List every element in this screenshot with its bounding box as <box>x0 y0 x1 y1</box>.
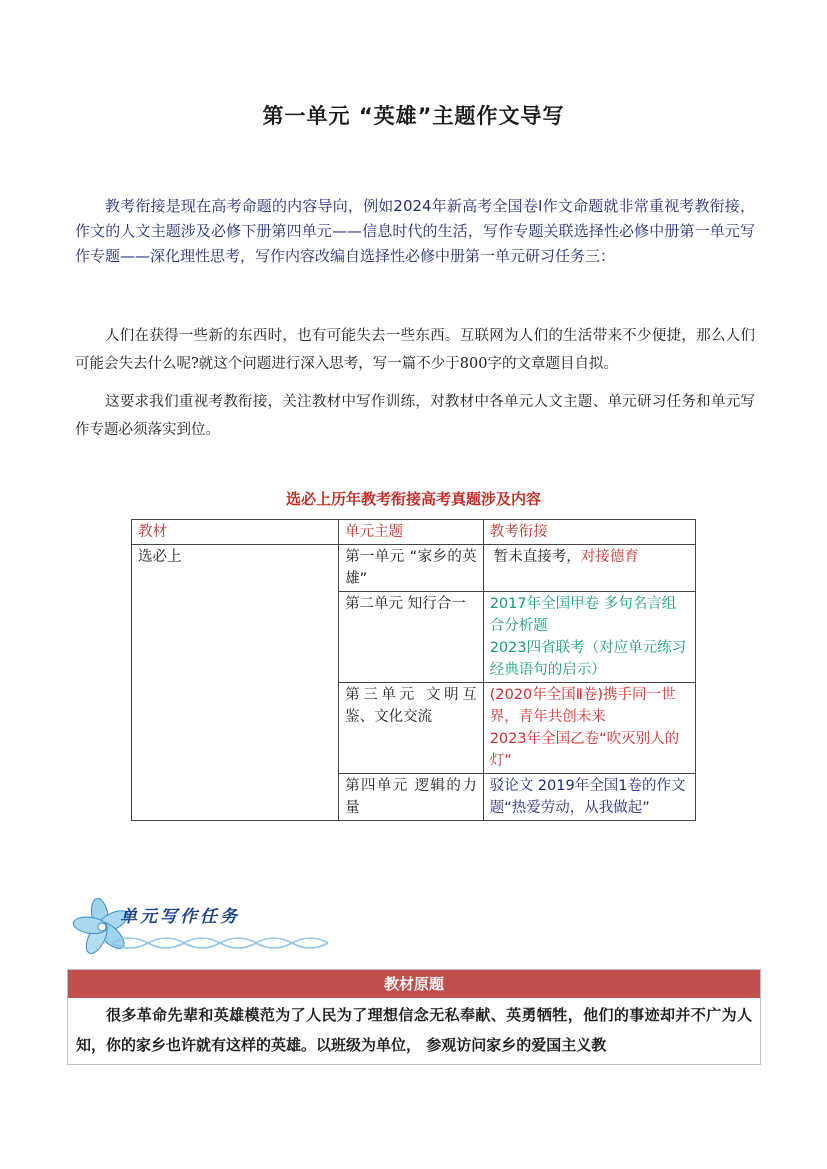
header-exam-link: 教考衔接 <box>483 520 695 545</box>
link-text-b: 2023四省联考（对应单元练习经典语句的启示） <box>489 640 687 678</box>
page-title: 第一单元 “英雄”主题作文导写 <box>262 104 565 128</box>
requirement-paragraph: 这要求我们重视考教衔接，关注教材中写作训练，对教材中各单元人文主题、单元研习任务和单元写作专题必须落实到位。 <box>75 394 755 438</box>
task-box <box>67 969 761 1065</box>
link-text-b: 对接德育 <box>580 549 639 565</box>
table-row <box>132 545 696 592</box>
header-textbook: 教材 <box>132 520 339 545</box>
table-header-row <box>132 520 696 545</box>
reference-table <box>131 519 696 821</box>
link-cell <box>483 545 695 592</box>
intro-paragraph: 教考衔接是现在高考命题的内容导向，例如2024年新高考全国卷Ⅰ作文命题就非常重视考教衔接，作文的人文主题涉及必修下册第四单元——信息时代的生活，写作专题关联选择性必修中册第一单元写作专题——深化理性思考，写作内容改编自选择性必修中册第一单元研习任务三： <box>75 197 755 265</box>
link-text-b: 2023年全国乙卷“吹灭别人的灯” <box>489 731 680 769</box>
link-text-a: 暂未直接考， <box>493 549 581 565</box>
link-cell <box>483 774 695 821</box>
link-text-a: 2017年全国甲卷 多句名言组合分析题 <box>489 596 677 634</box>
unit-cell: 第四单元 逻辑的力量 <box>339 774 484 821</box>
unit-cell: 第二单元 知行合一 <box>339 592 484 683</box>
link-text-a: 驳论文 2019年全国1卷的作文题“热爱劳动，从我做起” <box>489 778 686 816</box>
task-box-body: 很多革命先辈和英雄模范为了人民为了理想信念无私奉献、英勇牺牲，他们的事迹却并不广为人知，你的家乡也许就有这样的英雄。以班级为单位， 参观访问家乡的爱国主义教 <box>76 1006 752 1054</box>
task-box-heading: 教材原题 <box>68 970 760 998</box>
unit-cell: 第三单元 文明互鉴、文化交流 <box>339 683 484 774</box>
link-text-a: (2020年全国Ⅱ卷)携手同一世界，青年共创未来 <box>489 687 676 725</box>
wave-decoration <box>112 938 328 948</box>
link-cell <box>483 592 695 683</box>
header-unit-theme: 单元主题 <box>339 520 484 545</box>
prompt-quote: 人们在获得一些新的东西时，也有可能失去一些东西。互联网为人们的生活带来不少便捷，那么人们可能会失去什么呢?就这个问题进行深入思考，写一篇不少于800字的文章题目自拟。 <box>75 328 755 372</box>
section-label: 单元写作任务 <box>120 907 240 927</box>
textbook-cell: 选必上 <box>132 545 339 821</box>
unit-cell: 第一单元 “家乡的英雄” <box>339 545 484 592</box>
table-title: 选必上历年教考衔接高考真题涉及内容 <box>285 490 541 508</box>
link-cell <box>483 683 695 774</box>
